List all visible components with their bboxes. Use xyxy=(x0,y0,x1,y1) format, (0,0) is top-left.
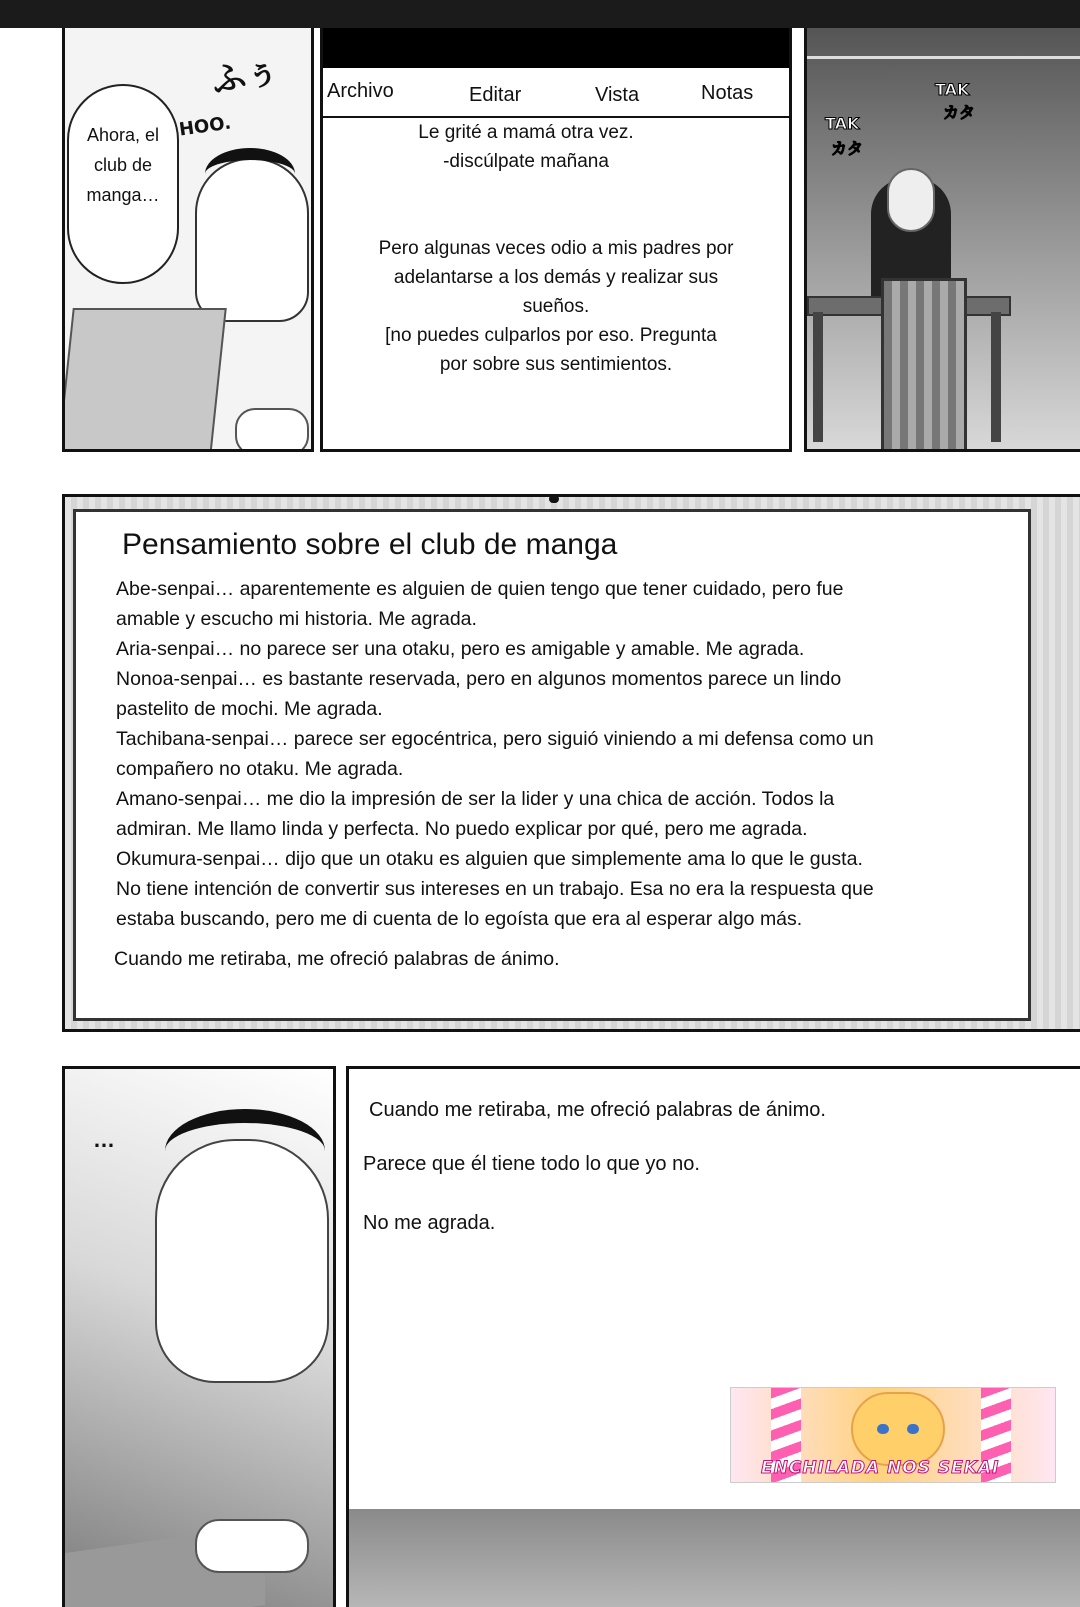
note-title: Pensamiento sobre el club de manga xyxy=(122,528,618,561)
menu-bar xyxy=(323,68,789,118)
girl-face xyxy=(155,1139,329,1383)
note-line: [no puedes culparlos por eso. Pregunta xyxy=(385,325,717,346)
panel-desk-scene xyxy=(804,28,1080,452)
bubble-line: Ahora, el xyxy=(86,125,160,145)
menu-notas[interactable]: Notas xyxy=(701,82,754,104)
notes-app-window xyxy=(320,28,792,452)
laptop xyxy=(62,308,227,452)
thought-bubble xyxy=(67,84,179,284)
panel-shading xyxy=(349,1509,1080,1607)
top-bar xyxy=(0,0,1080,28)
monologue-line: Cuando me retiraba, me ofreció palabras de ánimo. xyxy=(369,1099,826,1121)
note-line: estaba buscando, pero me di cuenta de lo egoísta que era al esperar algo más. xyxy=(116,908,803,930)
note-line: Okumura-senpai… dijo que un otaku es alguien que simplemente ama lo que le gusta. xyxy=(116,848,863,870)
menu-vista[interactable]: Vista xyxy=(595,84,640,106)
note-line: Aria-senpai… no parece ser una otaku, pero es amigable y amable. Me agrada. xyxy=(116,638,805,660)
note-line: admiran. Me llamo linda y perfecta. No puedo explicar por qué, pero me agrada. xyxy=(116,818,808,840)
desk-leg xyxy=(813,312,823,442)
hand xyxy=(195,1519,309,1573)
headband xyxy=(205,148,295,200)
sfx-tak: TAK xyxy=(935,80,970,99)
note-line: amable y escucho mi historia. Me agrada. xyxy=(116,608,477,630)
note-line: -discúlpate mañana xyxy=(443,151,609,172)
menu-archivo[interactable]: Archivo xyxy=(327,80,394,102)
note-line: Nonoa-senpai… es bastante reservada, pero en algunos momentos parece un lindo xyxy=(116,668,842,690)
person-head xyxy=(887,168,935,232)
menu-editar[interactable]: Editar xyxy=(469,84,522,106)
panel-monologue xyxy=(346,1066,1080,1607)
note-body xyxy=(116,574,996,934)
watermark-text: ENCHILADA NOS SEKAI xyxy=(761,1458,1000,1478)
watermark-eye xyxy=(877,1424,889,1434)
chair xyxy=(881,278,967,452)
webcam-dot xyxy=(549,495,559,503)
sfx-tak: TAK xyxy=(825,114,860,133)
desk-leg xyxy=(991,312,1001,442)
note-line: sueños. xyxy=(522,296,590,317)
note-line: Le grité a mamá otra vez. xyxy=(418,122,634,143)
panel-girl-at-laptop xyxy=(62,28,314,452)
panel-screen-note xyxy=(62,494,1080,1032)
monologue-line: Parece que él tiene todo lo que yo no. xyxy=(363,1153,700,1175)
note-last-line: Cuando me retiraba, me ofreció palabras de ánimo. xyxy=(114,948,560,970)
ellipsis-text: … xyxy=(93,1127,115,1152)
sfx-sigh-en: HOO. xyxy=(177,112,233,141)
note-line: pastelito de mochi. Me agrada. xyxy=(116,698,383,720)
note-spacer xyxy=(323,176,789,234)
sfx-kata: カタ xyxy=(943,103,976,122)
note-line: por sobre sus sentimientos. xyxy=(439,354,673,375)
note-line: compañero no otaku. Me agrada. xyxy=(116,758,404,780)
note-line: Pero algunas veces odio a mis padres por xyxy=(378,238,734,259)
scanlation-watermark xyxy=(730,1387,1056,1483)
note-line: Amano-senpai… me dio la impresión de ser la lider y una chica de acción. Todos la xyxy=(116,788,835,810)
notes-title-bar xyxy=(323,28,789,68)
note-line: Tachibana-senpai… parece ser egocéntrica, pero siguió viniendo a mi defensa como un xyxy=(116,728,874,750)
monologue-line: No me agrada. xyxy=(363,1212,496,1234)
bubble-line: club de xyxy=(93,155,153,175)
sfx-sigh-jp: ふぅ xyxy=(208,50,283,102)
note-line: adelantarse a los demás y realizar sus xyxy=(393,267,719,288)
notes-content[interactable] xyxy=(323,118,789,379)
note-line: No tiene intención de convertir sus intereses en un trabajo. Esa no era la respuesta que xyxy=(116,878,874,900)
sfx-kata: カタ xyxy=(831,139,864,158)
watermark-character xyxy=(851,1392,945,1466)
bubble-line: manga… xyxy=(86,185,160,205)
watermark-eye xyxy=(907,1424,919,1434)
panel-girl-closeup xyxy=(62,1066,336,1607)
note-document[interactable] xyxy=(73,509,1031,1021)
hand xyxy=(235,408,309,452)
note-line: Abe-senpai… aparentemente es alguien de quien tengo que tener cuidado, pero fue xyxy=(116,578,844,600)
